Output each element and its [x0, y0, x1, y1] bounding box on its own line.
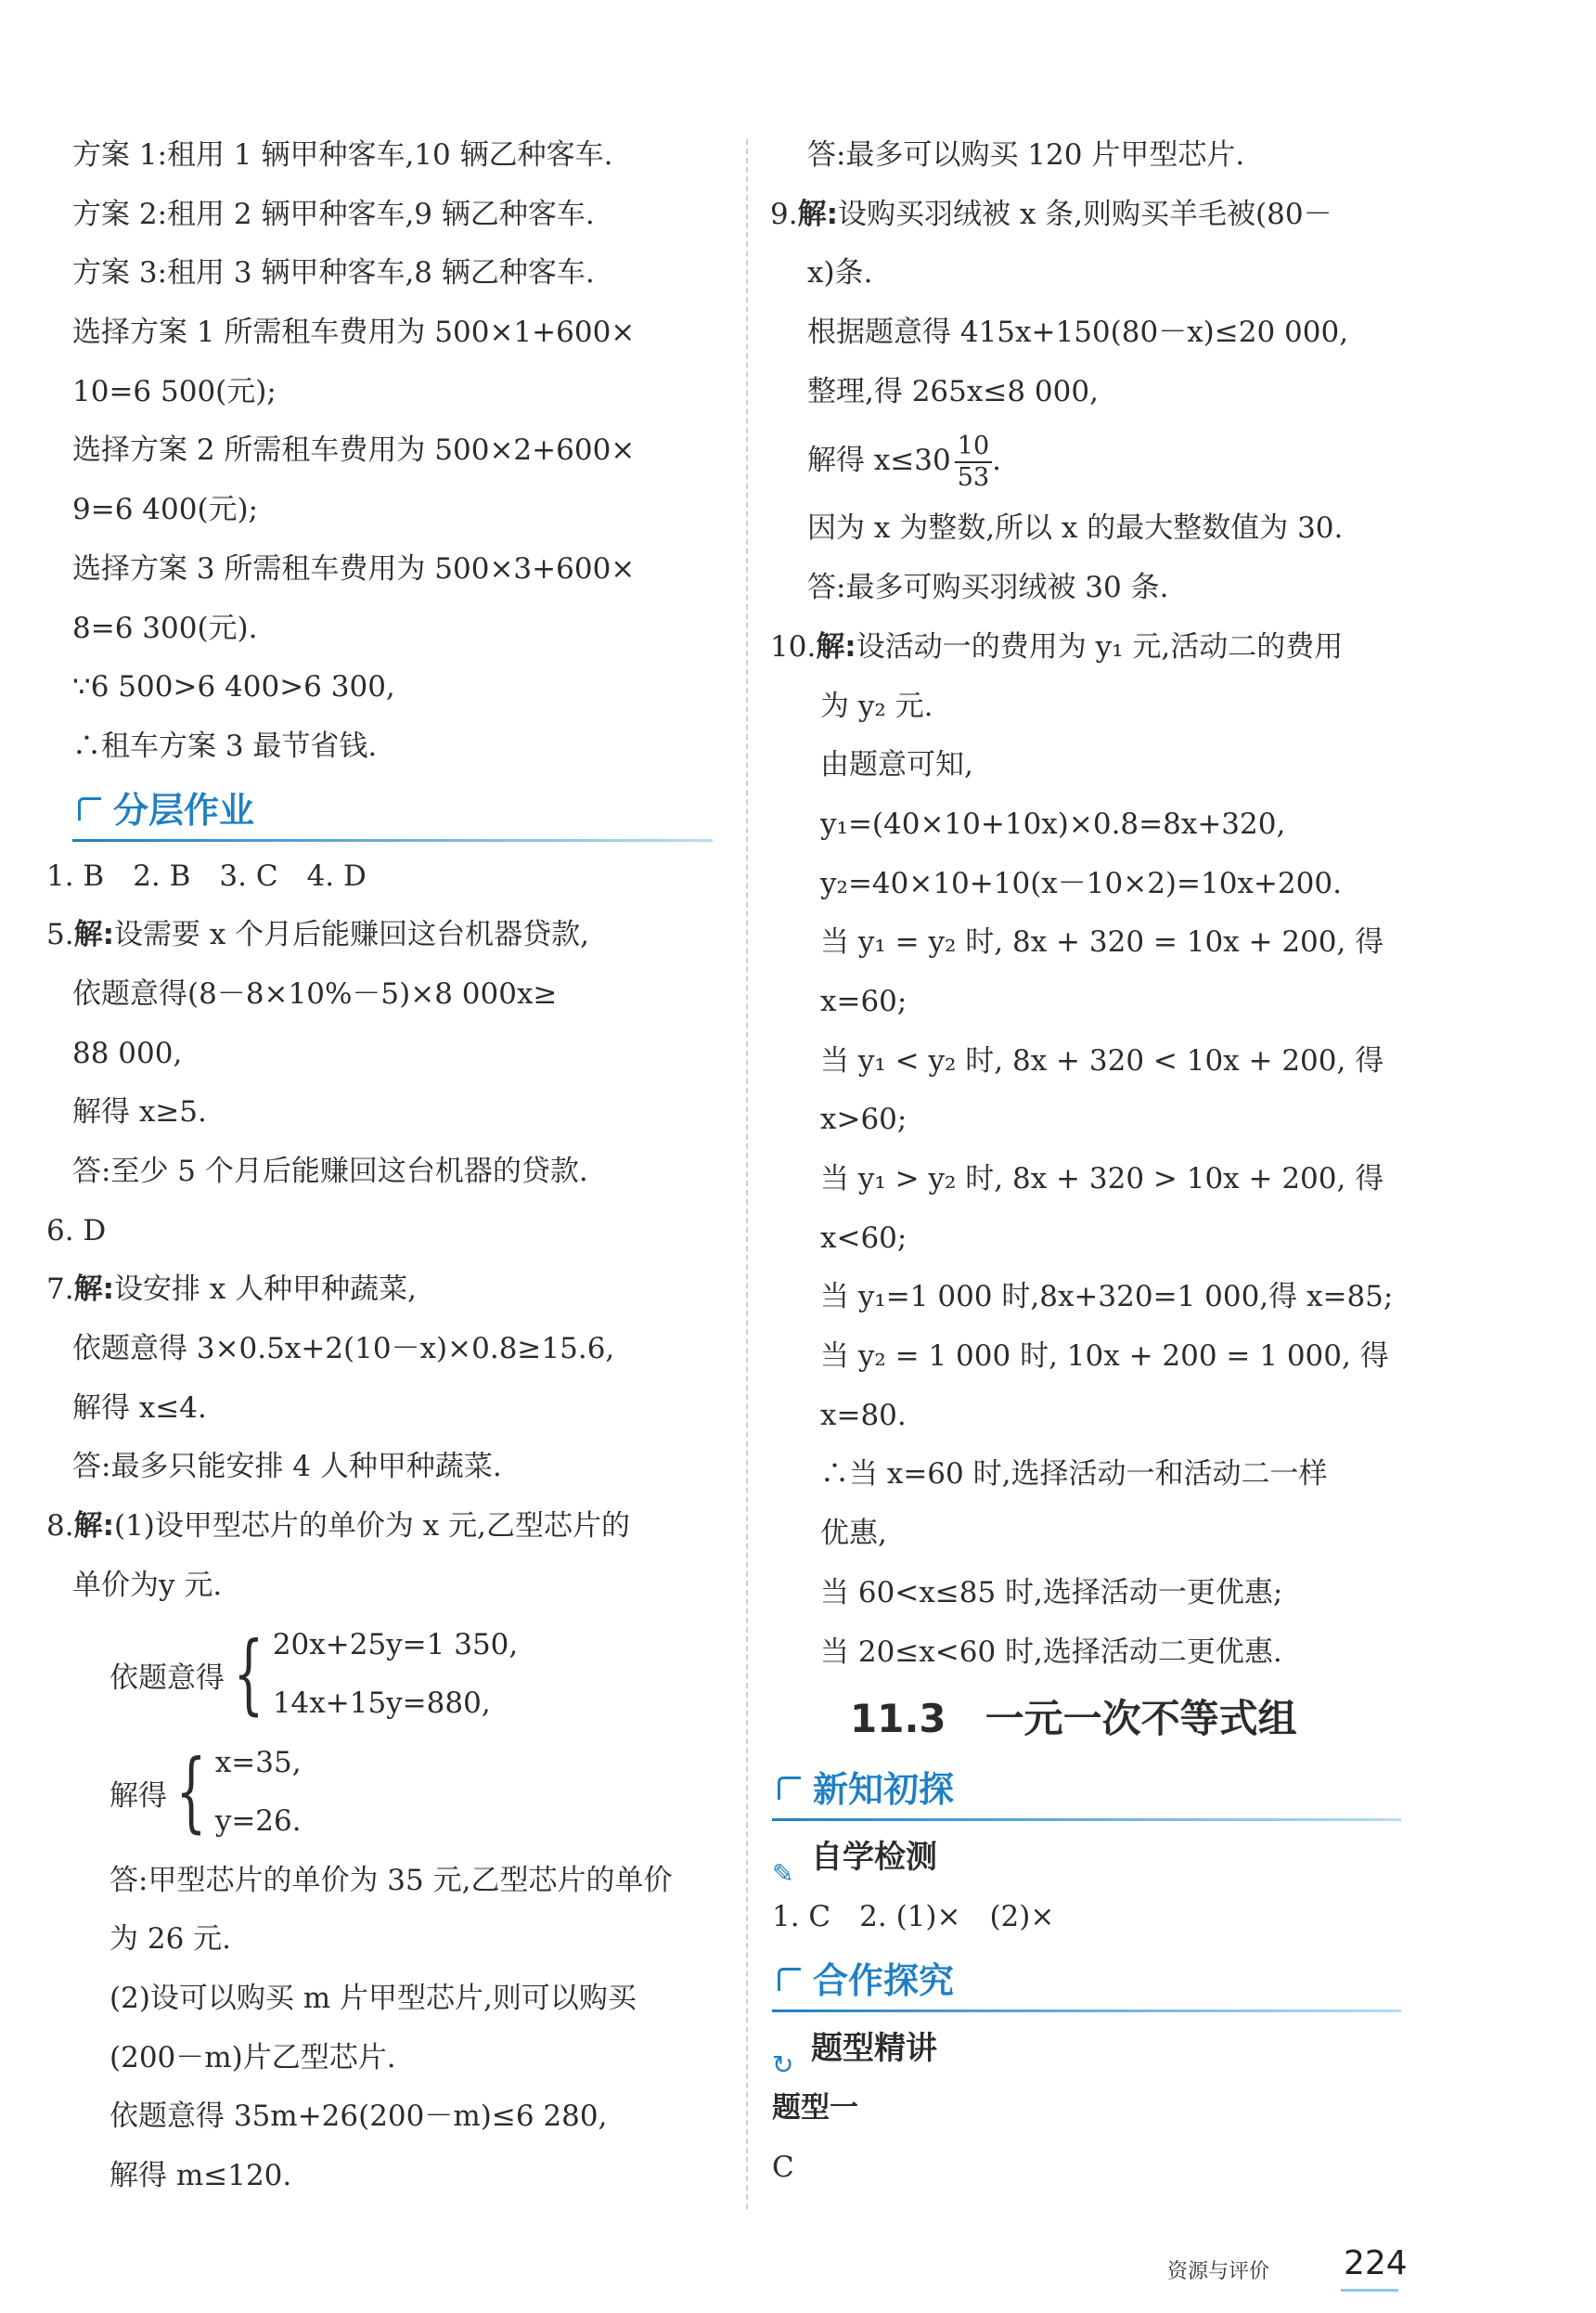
section-title: 新知初探 — [813, 1769, 955, 1811]
page-number-underline — [1341, 2289, 1398, 2292]
text-line: x=80. — [820, 1398, 907, 1432]
text-line: 当 y₁ = y₂ 时, 8x + 320 = 10x + 200, 得 — [820, 925, 1384, 960]
section-header-layered-homework — [72, 782, 713, 844]
text-line: x<60; — [820, 1221, 907, 1255]
fraction-numerator: 10 — [955, 432, 992, 463]
text-line: 选择方案 2 所需租车费用为 500×2+600× — [72, 433, 636, 468]
subsection-title: 自学检测 — [811, 1839, 937, 1877]
text-line: 当 y₂ = 1 000 时, 10x + 200 = 1 000, 得 — [820, 1339, 1389, 1374]
text-line: 88 000, — [72, 1036, 183, 1070]
text-line: 设购买羽绒被 x 条,则购买羊毛被(80－ — [837, 197, 1332, 231]
text-line: y₂=40×10+10(x－10×2)=10x+200. — [820, 866, 1342, 900]
text-segment: 解得 x≤30 — [807, 444, 951, 478]
text-line: 根据题意得 415x+150(80－x)≤20 000, — [807, 316, 1349, 350]
text-line: 选择方案 3 所需租车费用为 500×3+600× — [72, 551, 636, 586]
footer-label: 资源与评价 — [1167, 2260, 1270, 2283]
text-line: ∴租车方案 3 最节省钱. — [72, 729, 378, 763]
rental-plans — [72, 126, 722, 777]
subsection-problem-types — [772, 2018, 1433, 2079]
question-8-first-line — [46, 1497, 722, 1557]
text-line: x=60; — [820, 984, 907, 1018]
question-9-first-line — [770, 186, 1433, 245]
section-underline — [772, 1818, 1401, 1821]
equation: 20x+25y=1 350, — [272, 1628, 519, 1661]
text-line: 9=6 400(元); — [72, 493, 259, 527]
text-line: (1)设甲型芯片的单价为 x 元,乙型芯片的 — [113, 1509, 630, 1544]
text-line: 由题意可知, — [820, 748, 973, 782]
equation: 14x+15y=880, — [272, 1686, 491, 1720]
text-line: 当 20≤x<60 时,选择活动二更优惠. — [820, 1635, 1282, 1669]
system-label: 解得 — [109, 1778, 167, 1813]
fraction-denominator: 53 — [957, 462, 990, 492]
self-check-answers: 1. C 2. (1)× (2)× — [772, 1900, 1055, 1934]
chapter-heading: 11.3 一元一次不等式组 — [850, 1696, 1297, 1742]
answers-1-4: 1. B 2. B 3. C 4. D — [46, 859, 367, 893]
text-line: 设安排 x 人种甲种蔬菜, — [113, 1273, 418, 1307]
question-7-first-line — [46, 1260, 722, 1320]
left-brace-icon: { — [175, 1741, 207, 1842]
text-line: 方案 3:租用 3 辆甲种客车,8 辆乙种客车. — [72, 256, 595, 291]
section-header-cooperative-inquiry — [772, 1953, 1401, 2014]
system-label: 依题意得 — [109, 1660, 225, 1695]
solution-label: 解: — [73, 918, 114, 952]
text-line: ∵6 500>6 400>6 300, — [72, 670, 395, 704]
section-marker-icon — [778, 1968, 801, 1991]
text-line: x>60; — [820, 1103, 907, 1137]
question-number: 7. — [46, 1273, 74, 1307]
text-line: (2)设可以购买 m 片甲型芯片,则可以购买 — [109, 1981, 637, 2015]
text-line: x)条. — [807, 256, 873, 291]
subsection-self-check — [772, 1827, 1433, 1888]
question-number: 8. — [46, 1509, 74, 1544]
text-line: 方案 2:租用 2 辆甲种客车,9 辆乙种客车. — [72, 197, 595, 231]
column-divider — [746, 139, 748, 2209]
text-line: (200－m)片乙型芯片. — [109, 2040, 396, 2074]
text-line: 整理,得 265x≤8 000, — [807, 374, 1099, 408]
question-5-first-line — [46, 906, 722, 965]
text-line: 设活动一的费用为 y₁ 元,活动二的费用 — [856, 629, 1344, 664]
text-line: 8=6 300(元). — [72, 611, 258, 645]
solution-label: 解: — [797, 197, 838, 231]
text-line: 单价为y 元. — [72, 1568, 223, 1602]
solution-label: 解: — [73, 1509, 114, 1544]
text-line: 当 y₁=1 000 时,8x+320=1 000,得 x=85; — [820, 1280, 1394, 1314]
equation: y=26. — [214, 1804, 302, 1838]
brace-group — [225, 1616, 518, 1733]
cycle-icon: ↻ — [772, 2048, 794, 2080]
section-underline — [772, 2009, 1401, 2012]
pencil-icon: ✎ — [772, 1858, 794, 1890]
text-line: 方案 1:租用 1 辆甲种客车,10 辆乙种客车. — [72, 138, 613, 172]
right-column — [772, 126, 1433, 2197]
text-line: 优惠, — [820, 1517, 887, 1551]
section-marker-icon — [78, 797, 101, 821]
problem-type-label: 题型一 — [772, 2090, 858, 2125]
text-line: 因为 x 为整数,所以 x 的最大整数值为 30. — [807, 511, 1344, 546]
section-marker-icon — [778, 1777, 801, 1800]
problem-type-answer: C — [772, 2150, 794, 2184]
text-line: 为 26 元. — [109, 1922, 232, 1957]
text-line: 解得 x≥5. — [72, 1095, 207, 1130]
text-line: 当 60<x≤85 时,选择活动一更优惠; — [820, 1575, 1283, 1609]
text-line: 依题意得(8－8×10%－5)×8 000x≥ — [72, 976, 558, 1011]
question-number: 9. — [770, 197, 798, 231]
text-line: y₁=(40×10+10x)×0.8=8x+320, — [820, 807, 1286, 841]
text-line: 答:最多只能安排 4 人种甲种蔬菜. — [72, 1450, 502, 1484]
text-line: 依题意得 35m+26(200－m)≤6 280, — [109, 2100, 608, 2134]
text-line: 答:至少 5 个月后能赚回这台机器的贷款. — [72, 1155, 588, 1188]
fraction — [955, 432, 992, 493]
left-brace-icon: { — [233, 1623, 264, 1725]
text-line: 依题意得 3×0.5x+2(10－x)×0.8≥15.6, — [72, 1332, 615, 1366]
text-line: 解得 m≤120. — [109, 2158, 292, 2192]
text-line: 答:最多可以购买 120 片甲型芯片. — [807, 138, 1245, 172]
solution-label: 解: — [73, 1273, 114, 1307]
text-line: 设需要 x 个月后能赚回这台机器贷款, — [113, 918, 590, 952]
text-line: 答:最多可购买羽绒被 30 条. — [807, 571, 1169, 605]
equation-system-solution — [72, 1734, 722, 1852]
text-line: 答:甲型芯片的单价为 35 元,乙型芯片的单价 — [109, 1863, 673, 1897]
page-number: 224 — [1344, 2244, 1408, 2282]
text-segment: . — [992, 444, 1001, 478]
text-line: 选择方案 1 所需租车费用为 500×1+600× — [72, 316, 636, 350]
question-number: 5. — [46, 918, 74, 952]
equation-system-given — [72, 1616, 722, 1734]
solution-label: 解: — [816, 629, 856, 664]
text-line: 当 y₁ > y₂ 时, 8x + 320 > 10x + 200, 得 — [820, 1162, 1384, 1195]
left-column — [46, 126, 722, 2206]
section-title: 分层作业 — [113, 789, 255, 831]
subsection-title: 题型精讲 — [811, 2029, 937, 2067]
section-title: 合作探究 — [813, 1959, 955, 2001]
section-header-new-knowledge — [772, 1762, 1401, 1823]
text-line: ∴当 x=60 时,选择活动一和活动二一样 — [820, 1457, 1328, 1492]
text-line: 当 y₁ < y₂ 时, 8x + 320 < 10x + 200, 得 — [820, 1043, 1384, 1078]
question-10-first-line — [770, 618, 1433, 678]
question-number: 10. — [770, 629, 817, 664]
text-line: 解得 x≤4. — [72, 1390, 207, 1425]
solution-with-fraction — [772, 421, 1433, 499]
text-line: 10=6 500(元); — [72, 374, 277, 408]
equation: x=35, — [214, 1746, 302, 1779]
brace-group — [167, 1734, 302, 1851]
text-line: 为 y₂ 元. — [820, 689, 933, 723]
section-underline — [72, 839, 713, 842]
answer-6: 6. D — [46, 1213, 107, 1247]
